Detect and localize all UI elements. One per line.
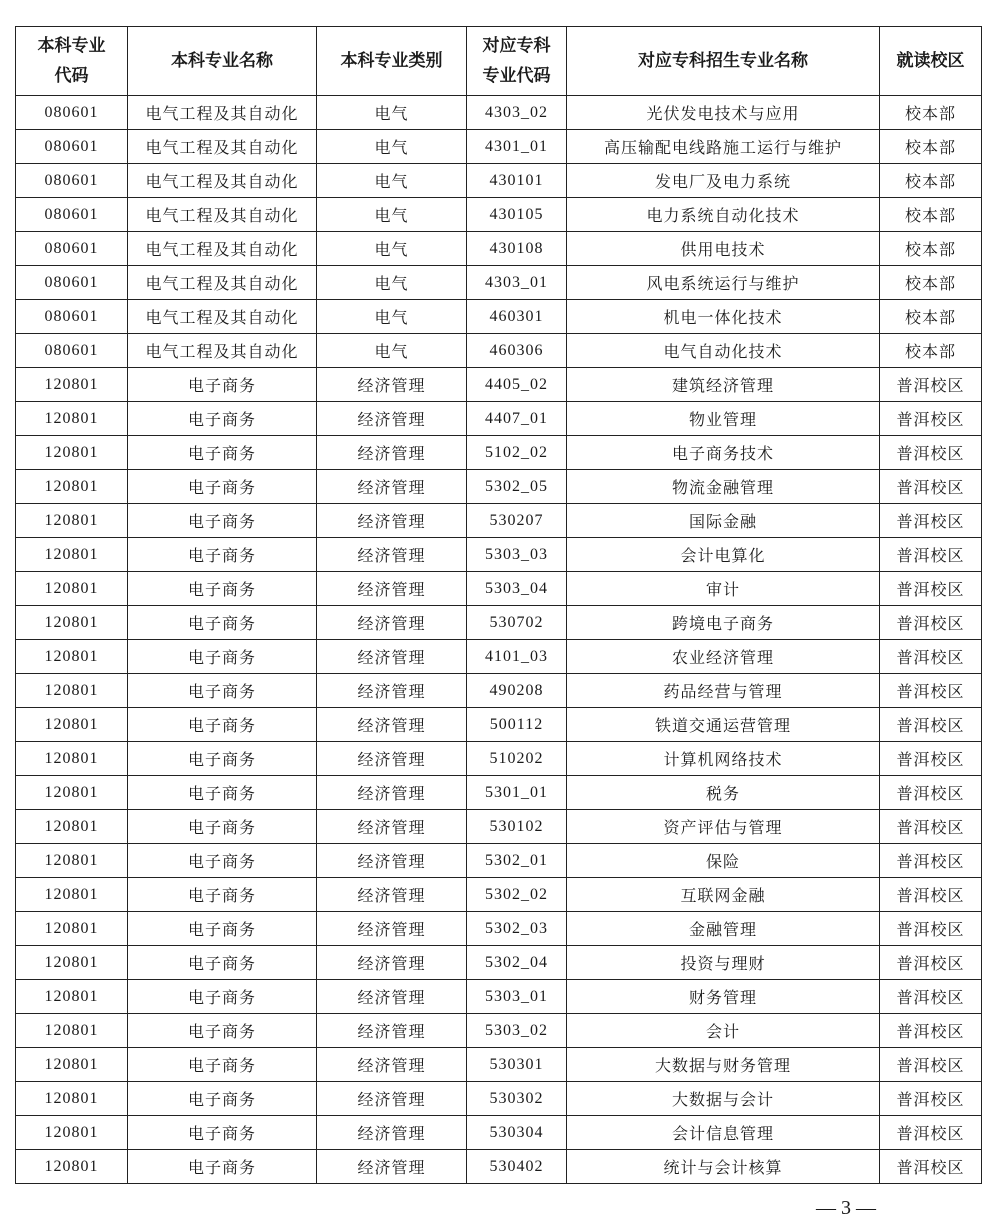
table-row <box>16 810 982 844</box>
cell-campus: 普洱校区 <box>880 470 982 504</box>
table-row <box>16 368 982 402</box>
cell-junior-college-name: 会计电算化 <box>567 538 880 572</box>
cell-campus: 普洱校区 <box>880 402 982 436</box>
cell-junior-college-name: 机电一体化技术 <box>567 300 880 334</box>
cell-junior-college-name: 发电厂及电力系统 <box>567 164 880 198</box>
cell-undergrad-category: 电气 <box>317 198 467 232</box>
cell-undergrad-category: 电气 <box>317 300 467 334</box>
cell-undergrad-name: 电气工程及其自动化 <box>128 130 317 164</box>
table-row <box>16 980 982 1014</box>
table-row <box>16 402 982 436</box>
cell-campus: 普洱校区 <box>880 674 982 708</box>
cell-undergrad-category: 电气 <box>317 266 467 300</box>
cell-undergrad-name: 电子商务 <box>128 436 317 470</box>
cell-undergrad-category: 经济管理 <box>317 1048 467 1082</box>
cell-campus: 普洱校区 <box>880 708 982 742</box>
cell-undergrad-code: 120801 <box>16 1014 128 1048</box>
cell-junior-college-code: 5102_02 <box>467 436 567 470</box>
cell-undergrad-code: 120801 <box>16 810 128 844</box>
cell-undergrad-category: 经济管理 <box>317 742 467 776</box>
cell-undergrad-category: 经济管理 <box>317 402 467 436</box>
cell-undergrad-category: 经济管理 <box>317 708 467 742</box>
cell-junior-college-name: 铁道交通运营管理 <box>567 708 880 742</box>
table-row <box>16 198 982 232</box>
cell-campus: 校本部 <box>880 130 982 164</box>
cell-undergrad-name: 电气工程及其自动化 <box>128 198 317 232</box>
cell-undergrad-category: 经济管理 <box>317 504 467 538</box>
cell-undergrad-name: 电子商务 <box>128 572 317 606</box>
cell-junior-college-name: 资产评估与管理 <box>567 810 880 844</box>
table-row <box>16 606 982 640</box>
table-row <box>16 776 982 810</box>
table-row <box>16 334 982 368</box>
table-row <box>16 232 982 266</box>
cell-campus: 普洱校区 <box>880 1082 982 1116</box>
cell-undergrad-name: 电子商务 <box>128 1014 317 1048</box>
cell-undergrad-code: 120801 <box>16 640 128 674</box>
cell-undergrad-code: 120801 <box>16 606 128 640</box>
cell-campus: 校本部 <box>880 96 982 130</box>
cell-junior-college-code: 5302_03 <box>467 912 567 946</box>
table-row <box>16 674 982 708</box>
cell-campus: 校本部 <box>880 334 982 368</box>
cell-undergrad-category: 经济管理 <box>317 606 467 640</box>
major-mapping-table <box>15 26 982 1184</box>
cell-undergrad-name: 电子商务 <box>128 1150 317 1184</box>
cell-campus: 普洱校区 <box>880 1116 982 1150</box>
cell-undergrad-code: 080601 <box>16 96 128 130</box>
cell-junior-college-code: 530207 <box>467 504 567 538</box>
cell-undergrad-code: 120801 <box>16 844 128 878</box>
cell-junior-college-name: 投资与理财 <box>567 946 880 980</box>
cell-undergrad-code: 120801 <box>16 538 128 572</box>
cell-campus: 普洱校区 <box>880 1150 982 1184</box>
cell-junior-college-code: 4405_02 <box>467 368 567 402</box>
cell-undergrad-code: 120801 <box>16 946 128 980</box>
cell-undergrad-name: 电子商务 <box>128 980 317 1014</box>
cell-campus: 普洱校区 <box>880 776 982 810</box>
cell-undergrad-category: 经济管理 <box>317 674 467 708</box>
table-row <box>16 844 982 878</box>
cell-junior-college-code: 4303_01 <box>467 266 567 300</box>
cell-junior-college-code: 4101_03 <box>467 640 567 674</box>
cell-junior-college-code: 5302_05 <box>467 470 567 504</box>
cell-junior-college-name: 物业管理 <box>567 402 880 436</box>
cell-campus: 普洱校区 <box>880 368 982 402</box>
cell-campus: 普洱校区 <box>880 606 982 640</box>
cell-campus: 校本部 <box>880 198 982 232</box>
cell-junior-college-code: 530102 <box>467 810 567 844</box>
cell-junior-college-code: 5302_01 <box>467 844 567 878</box>
table-row <box>16 470 982 504</box>
cell-junior-college-name: 电气自动化技术 <box>567 334 880 368</box>
table-row <box>16 572 982 606</box>
cell-junior-college-name: 统计与会计核算 <box>567 1150 880 1184</box>
cell-campus: 普洱校区 <box>880 946 982 980</box>
cell-undergrad-category: 经济管理 <box>317 1014 467 1048</box>
cell-undergrad-category: 经济管理 <box>317 368 467 402</box>
cell-campus: 普洱校区 <box>880 436 982 470</box>
cell-undergrad-name: 电子商务 <box>128 1048 317 1082</box>
cell-junior-college-name: 大数据与财务管理 <box>567 1048 880 1082</box>
page-number: — 3 — <box>816 1197 876 1219</box>
cell-junior-college-code: 510202 <box>467 742 567 776</box>
cell-junior-college-name: 税务 <box>567 776 880 810</box>
cell-undergrad-code: 120801 <box>16 776 128 810</box>
cell-junior-college-name: 物流金融管理 <box>567 470 880 504</box>
cell-junior-college-code: 5303_04 <box>467 572 567 606</box>
table-row <box>16 266 982 300</box>
cell-campus: 普洱校区 <box>880 1014 982 1048</box>
cell-undergrad-category: 经济管理 <box>317 1082 467 1116</box>
cell-undergrad-name: 电子商务 <box>128 1116 317 1150</box>
cell-junior-college-code: 5302_04 <box>467 946 567 980</box>
cell-undergrad-name: 电气工程及其自动化 <box>128 164 317 198</box>
table-row <box>16 912 982 946</box>
cell-junior-college-code: 430108 <box>467 232 567 266</box>
cell-junior-college-code: 460301 <box>467 300 567 334</box>
cell-junior-college-name: 会计信息管理 <box>567 1116 880 1150</box>
cell-junior-college-name: 药品经营与管理 <box>567 674 880 708</box>
cell-undergrad-category: 经济管理 <box>317 776 467 810</box>
cell-undergrad-name: 电气工程及其自动化 <box>128 96 317 130</box>
cell-undergrad-name: 电子商务 <box>128 878 317 912</box>
cell-campus: 普洱校区 <box>880 504 982 538</box>
cell-junior-college-name: 光伏发电技术与应用 <box>567 96 880 130</box>
cell-junior-college-name: 会计 <box>567 1014 880 1048</box>
table-row <box>16 742 982 776</box>
cell-undergrad-name: 电子商务 <box>128 504 317 538</box>
cell-junior-college-code: 430101 <box>467 164 567 198</box>
cell-undergrad-code: 120801 <box>16 470 128 504</box>
cell-campus: 校本部 <box>880 300 982 334</box>
cell-undergrad-name: 电气工程及其自动化 <box>128 266 317 300</box>
header-undergrad-category: 本科专业类别 <box>317 27 467 96</box>
cell-campus: 普洱校区 <box>880 1048 982 1082</box>
cell-junior-college-code: 500112 <box>467 708 567 742</box>
table-row <box>16 1082 982 1116</box>
cell-undergrad-name: 电子商务 <box>128 742 317 776</box>
cell-junior-college-code: 4301_01 <box>467 130 567 164</box>
table-row <box>16 1150 982 1184</box>
cell-undergrad-code: 120801 <box>16 1150 128 1184</box>
cell-undergrad-name: 电子商务 <box>128 912 317 946</box>
cell-undergrad-code: 120801 <box>16 708 128 742</box>
table-row <box>16 164 982 198</box>
cell-undergrad-code: 120801 <box>16 402 128 436</box>
cell-undergrad-code: 120801 <box>16 504 128 538</box>
cell-junior-college-name: 建筑经济管理 <box>567 368 880 402</box>
cell-campus: 普洱校区 <box>880 572 982 606</box>
cell-undergrad-code: 080601 <box>16 198 128 232</box>
cell-junior-college-code: 5303_01 <box>467 980 567 1014</box>
cell-undergrad-category: 经济管理 <box>317 912 467 946</box>
cell-junior-college-name: 大数据与会计 <box>567 1082 880 1116</box>
cell-undergrad-name: 电气工程及其自动化 <box>128 300 317 334</box>
cell-undergrad-category: 经济管理 <box>317 1116 467 1150</box>
cell-undergrad-category: 电气 <box>317 130 467 164</box>
cell-undergrad-category: 经济管理 <box>317 640 467 674</box>
header-undergrad-code: 本科专业 代码 <box>16 27 128 96</box>
cell-undergrad-name: 电子商务 <box>128 640 317 674</box>
cell-junior-college-code: 5301_01 <box>467 776 567 810</box>
cell-undergrad-name: 电子商务 <box>128 606 317 640</box>
cell-undergrad-code: 080601 <box>16 164 128 198</box>
table-row <box>16 1014 982 1048</box>
table-row <box>16 878 982 912</box>
cell-undergrad-code: 080601 <box>16 130 128 164</box>
cell-undergrad-name: 电子商务 <box>128 844 317 878</box>
cell-undergrad-category: 电气 <box>317 164 467 198</box>
table-row <box>16 1048 982 1082</box>
cell-undergrad-category: 经济管理 <box>317 810 467 844</box>
cell-undergrad-name: 电气工程及其自动化 <box>128 232 317 266</box>
cell-undergrad-category: 经济管理 <box>317 878 467 912</box>
cell-campus: 普洱校区 <box>880 742 982 776</box>
cell-undergrad-code: 120801 <box>16 436 128 470</box>
cell-campus: 普洱校区 <box>880 980 982 1014</box>
cell-undergrad-code: 080601 <box>16 266 128 300</box>
header-junior-college-name: 对应专科招生专业名称 <box>567 27 880 96</box>
cell-campus: 校本部 <box>880 232 982 266</box>
cell-campus: 普洱校区 <box>880 912 982 946</box>
cell-junior-college-name: 风电系统运行与维护 <box>567 266 880 300</box>
cell-undergrad-code: 120801 <box>16 674 128 708</box>
cell-campus: 校本部 <box>880 164 982 198</box>
table-row <box>16 708 982 742</box>
cell-undergrad-category: 经济管理 <box>317 538 467 572</box>
cell-junior-college-code: 430105 <box>467 198 567 232</box>
cell-undergrad-name: 电子商务 <box>128 708 317 742</box>
cell-undergrad-category: 电气 <box>317 232 467 266</box>
cell-junior-college-code: 4303_02 <box>467 96 567 130</box>
table-row <box>16 130 982 164</box>
cell-junior-college-code: 5303_03 <box>467 538 567 572</box>
cell-undergrad-name: 电子商务 <box>128 946 317 980</box>
table-row <box>16 946 982 980</box>
cell-undergrad-code: 120801 <box>16 1116 128 1150</box>
cell-junior-college-code: 530402 <box>467 1150 567 1184</box>
cell-campus: 校本部 <box>880 266 982 300</box>
cell-junior-college-name: 互联网金融 <box>567 878 880 912</box>
cell-junior-college-name: 国际金融 <box>567 504 880 538</box>
cell-undergrad-name: 电子商务 <box>128 538 317 572</box>
cell-undergrad-code: 120801 <box>16 572 128 606</box>
cell-campus: 普洱校区 <box>880 538 982 572</box>
cell-undergrad-code: 080601 <box>16 232 128 266</box>
cell-campus: 普洱校区 <box>880 844 982 878</box>
cell-undergrad-name: 电子商务 <box>128 776 317 810</box>
cell-undergrad-category: 经济管理 <box>317 470 467 504</box>
cell-undergrad-category: 经济管理 <box>317 946 467 980</box>
cell-junior-college-name: 跨境电子商务 <box>567 606 880 640</box>
header-undergrad-name: 本科专业名称 <box>128 27 317 96</box>
cell-undergrad-code: 120801 <box>16 878 128 912</box>
cell-undergrad-category: 电气 <box>317 334 467 368</box>
cell-undergrad-name: 电子商务 <box>128 470 317 504</box>
cell-junior-college-name: 电子商务技术 <box>567 436 880 470</box>
cell-junior-college-code: 530702 <box>467 606 567 640</box>
cell-junior-college-code: 5303_02 <box>467 1014 567 1048</box>
cell-junior-college-code: 5302_02 <box>467 878 567 912</box>
header-junior-college-code: 对应专科 专业代码 <box>467 27 567 96</box>
cell-undergrad-name: 电气工程及其自动化 <box>128 334 317 368</box>
cell-junior-college-code: 530302 <box>467 1082 567 1116</box>
cell-undergrad-category: 经济管理 <box>317 844 467 878</box>
cell-junior-college-name: 供用电技术 <box>567 232 880 266</box>
cell-junior-college-name: 电力系统自动化技术 <box>567 198 880 232</box>
cell-junior-college-name: 财务管理 <box>567 980 880 1014</box>
table-row <box>16 300 982 334</box>
cell-undergrad-category: 经济管理 <box>317 436 467 470</box>
cell-junior-college-name: 金融管理 <box>567 912 880 946</box>
cell-junior-college-code: 530301 <box>467 1048 567 1082</box>
cell-campus: 普洱校区 <box>880 878 982 912</box>
cell-undergrad-code: 080601 <box>16 300 128 334</box>
table-row <box>16 1116 982 1150</box>
cell-undergrad-name: 电子商务 <box>128 674 317 708</box>
table-row <box>16 538 982 572</box>
cell-campus: 普洱校区 <box>880 640 982 674</box>
cell-junior-college-name: 高压输配电线路施工运行与维护 <box>567 130 880 164</box>
cell-undergrad-name: 电子商务 <box>128 402 317 436</box>
cell-junior-college-name: 保险 <box>567 844 880 878</box>
cell-undergrad-code: 120801 <box>16 912 128 946</box>
cell-junior-college-code: 530304 <box>467 1116 567 1150</box>
cell-undergrad-name: 电子商务 <box>128 1082 317 1116</box>
cell-junior-college-code: 4407_01 <box>467 402 567 436</box>
cell-undergrad-name: 电子商务 <box>128 368 317 402</box>
cell-undergrad-category: 经济管理 <box>317 572 467 606</box>
cell-undergrad-code: 120801 <box>16 368 128 402</box>
header-row <box>16 27 982 96</box>
cell-undergrad-code: 120801 <box>16 1048 128 1082</box>
cell-undergrad-category: 经济管理 <box>317 980 467 1014</box>
cell-undergrad-code: 120801 <box>16 1082 128 1116</box>
header-campus: 就读校区 <box>880 27 982 96</box>
cell-undergrad-code: 080601 <box>16 334 128 368</box>
cell-undergrad-code: 120801 <box>16 742 128 776</box>
cell-undergrad-category: 经济管理 <box>317 1150 467 1184</box>
cell-undergrad-code: 120801 <box>16 980 128 1014</box>
cell-campus: 普洱校区 <box>880 810 982 844</box>
cell-undergrad-name: 电子商务 <box>128 810 317 844</box>
cell-junior-college-code: 490208 <box>467 674 567 708</box>
cell-junior-college-name: 计算机网络技术 <box>567 742 880 776</box>
cell-junior-college-name: 审计 <box>567 572 880 606</box>
table-row <box>16 436 982 470</box>
cell-undergrad-category: 电气 <box>317 96 467 130</box>
table-row <box>16 640 982 674</box>
table-row <box>16 96 982 130</box>
table-row <box>16 504 982 538</box>
cell-junior-college-name: 农业经济管理 <box>567 640 880 674</box>
cell-junior-college-code: 460306 <box>467 334 567 368</box>
